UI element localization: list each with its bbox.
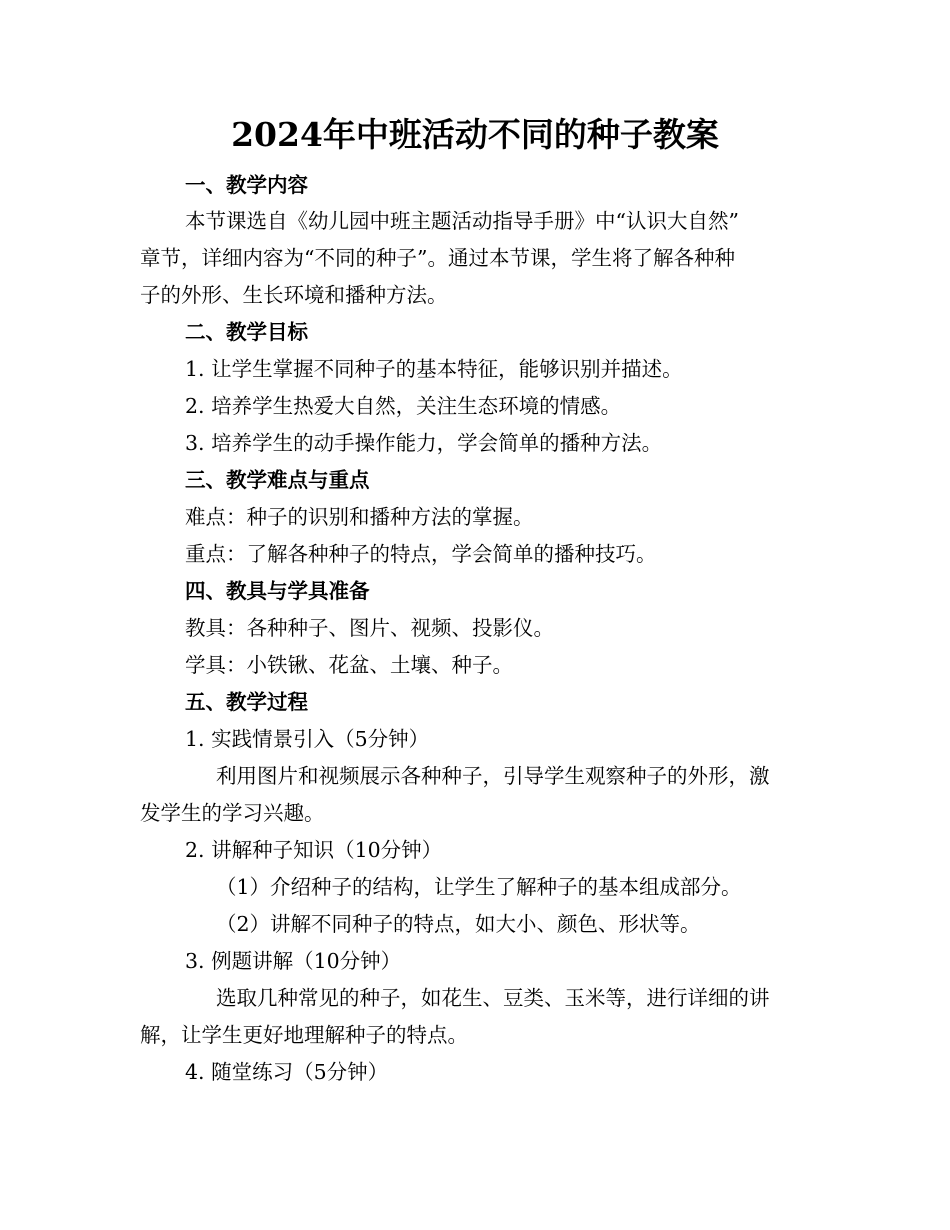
paragraph-line: 利用图片和视频展示各种种子，引导学生观察种子的外形，激 — [216, 764, 770, 788]
paragraph-line: 重点：了解各种种子的特点，学会简单的播种技巧。 — [185, 542, 657, 566]
paragraph-line: 本节课选自《幼儿园中班主题活动指导手册》中“认识大自然” — [185, 209, 739, 233]
list-item: 3. 例题讲解（10分钟） — [185, 949, 402, 973]
list-item: 2. 讲解种子知识（10分钟） — [185, 838, 443, 862]
paragraph-line: 难点：种子的识别和播种方法的掌握。 — [185, 505, 534, 529]
section-heading-goals: 二、教学目标 — [185, 320, 308, 344]
paragraph-line: 教具：各种种子、图片、视频、投影仪。 — [185, 616, 554, 640]
paragraph-line: 学具：小铁锹、花盆、土壤、种子。 — [185, 653, 513, 677]
section-heading-materials: 四、教具与学具准备 — [185, 579, 370, 603]
paragraph-line: 解，让学生更好地理解种子的特点。 — [140, 1023, 468, 1047]
paragraph-line: 发学生的学习兴趣。 — [140, 801, 325, 825]
document-title: 2024年中班活动不同的种子教案 — [231, 115, 719, 154]
list-item: 1. 实践情景引入（5分钟） — [185, 727, 430, 751]
paragraph-line: 章节，详细内容为“不同的种子”。通过本节课，学生将了解各种种 — [140, 246, 735, 270]
section-heading-content: 一、教学内容 — [185, 173, 308, 197]
section-heading-process: 五、教学过程 — [185, 690, 308, 714]
list-item: 4. 随堂练习（5分钟） — [185, 1060, 389, 1084]
paragraph-line: 子的外形、生长环境和播种方法。 — [140, 283, 448, 307]
list-item: 2. 培养学生热爱大自然，关注生态环境的情感。 — [185, 394, 622, 418]
list-item: 3. 培养学生的动手操作能力，学会简单的播种方法。 — [185, 431, 663, 455]
section-heading-difficulties: 三、教学难点与重点 — [185, 468, 370, 492]
list-item: 1. 让学生掌握不同种子的基本特征，能够识别并描述。 — [185, 357, 683, 381]
paragraph-line: 选取几种常见的种子，如花生、豆类、玉米等，进行详细的讲 — [216, 986, 770, 1010]
sub-list-item: （1）介绍种子的结构，让学生了解种子的基本组成部分。 — [216, 875, 742, 899]
sub-list-item: （2）讲解不同种子的特点，如大小、颜色、形状等。 — [216, 912, 701, 936]
